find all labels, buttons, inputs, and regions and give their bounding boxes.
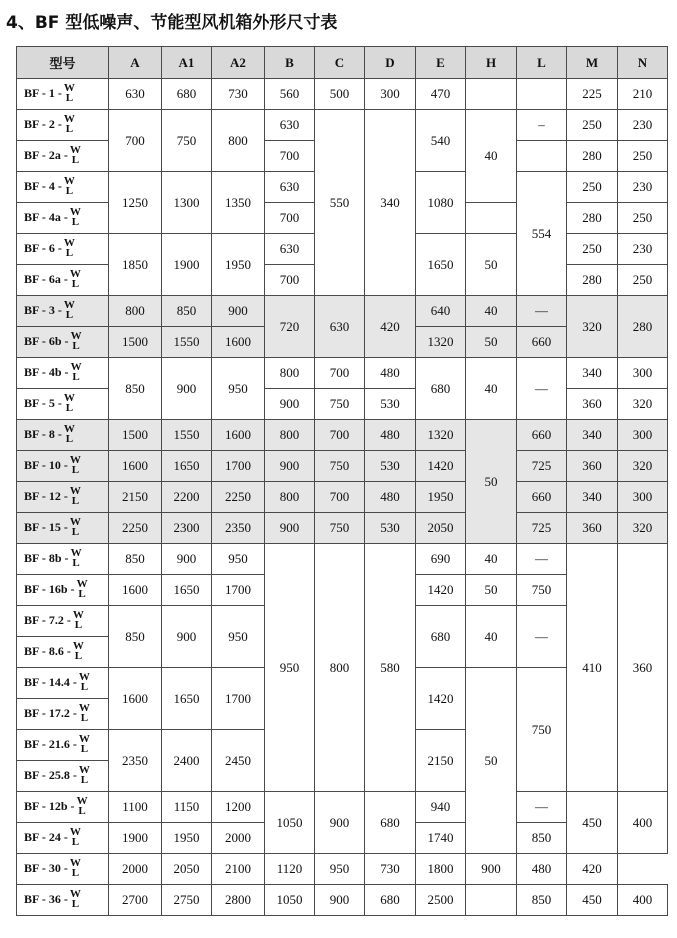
wl-mark: W L — [69, 268, 81, 290]
table-row — [17, 451, 668, 482]
page-title: 4、BF 型低噪声、节能型风机箱外形尺寸表 — [6, 13, 338, 33]
wl-mark: W L — [69, 485, 81, 507]
cell: 850 — [109, 358, 162, 420]
cell: 640 — [416, 296, 466, 327]
cell: 250 — [618, 141, 668, 172]
cell — [466, 203, 517, 234]
cell: 250 — [618, 203, 668, 234]
cell: 580 — [365, 544, 416, 792]
cell: 1550 — [162, 327, 212, 358]
cell: 2400 — [162, 730, 212, 792]
cell: — — [517, 606, 567, 668]
cell: 360 — [567, 389, 618, 420]
cell: 2350 — [212, 513, 265, 544]
cell: 250 — [567, 234, 618, 265]
cell: 360 — [567, 513, 618, 544]
model-cell: BF - 25.8 - W L — [17, 761, 109, 792]
wl-mark: W L — [76, 795, 88, 817]
table-row — [17, 296, 668, 327]
cell: 230 — [618, 110, 668, 141]
dimension-table — [16, 46, 668, 916]
cell: 1650 — [416, 234, 466, 296]
cell: 700 — [315, 358, 365, 389]
wl-mark: W L — [69, 206, 81, 228]
cell: 2250 — [212, 482, 265, 513]
header-cell: C — [315, 47, 365, 79]
cell: 900 — [212, 296, 265, 327]
cell: 900 — [162, 606, 212, 668]
cell: 800 — [265, 358, 315, 389]
cell: 1500 — [109, 420, 162, 451]
cell: 1320 — [416, 327, 466, 358]
cell: 700 — [265, 203, 315, 234]
cell: 250 — [618, 265, 668, 296]
model-cell: BF - 10 - W L — [17, 451, 109, 482]
cell: 560 — [265, 79, 315, 110]
cell: 2750 — [162, 885, 212, 916]
cell: 725 — [517, 451, 567, 482]
cell: 340 — [567, 482, 618, 513]
cell: 1950 — [416, 482, 466, 513]
cell: 360 — [567, 451, 618, 482]
cell: 1200 — [212, 792, 265, 823]
model-cell: BF - 7.2 - W L — [17, 606, 109, 637]
cell: 900 — [162, 358, 212, 420]
cell: — — [517, 792, 567, 823]
model-cell: BF - 36 - W L — [17, 885, 109, 916]
cell: 550 — [315, 110, 365, 296]
cell: 720 — [265, 296, 315, 358]
cell — [517, 79, 567, 110]
table-row — [17, 885, 668, 916]
model-cell: BF - 4 - W L — [17, 172, 109, 203]
cell: 2200 — [162, 482, 212, 513]
cell: 340 — [567, 420, 618, 451]
model-cell: BF - 4a - W L — [17, 203, 109, 234]
cell: 530 — [365, 389, 416, 420]
header-cell: M — [567, 47, 618, 79]
wl-mark: W L — [70, 547, 82, 569]
cell: 850 — [162, 296, 212, 327]
cell: 2000 — [212, 823, 265, 854]
wl-mark: W L — [69, 888, 81, 910]
wl-mark: W L — [63, 423, 75, 445]
cell: 630 — [315, 296, 365, 358]
cell: 1420 — [416, 451, 466, 482]
wl-mark: W L — [78, 702, 90, 724]
cell: 480 — [365, 482, 416, 513]
table-row — [17, 420, 668, 451]
cell: 850 — [517, 823, 567, 854]
cell: 340 — [365, 110, 416, 296]
cell: 2050 — [416, 513, 466, 544]
cell: 40 — [466, 606, 517, 668]
header-cell: N — [618, 47, 668, 79]
cell: 40 — [466, 358, 517, 420]
wl-mark: W L — [78, 671, 90, 693]
table-row — [17, 544, 668, 575]
model-cell: BF - 15 - W L — [17, 513, 109, 544]
cell — [517, 141, 567, 172]
model-cell: BF - 17.2 - W L — [17, 699, 109, 730]
cell: 480 — [365, 358, 416, 389]
model-cell: BF - 1 - W L — [17, 79, 109, 110]
cell: 1500 — [109, 327, 162, 358]
cell: 320 — [567, 296, 618, 358]
cell: 660 — [517, 482, 567, 513]
cell: 410 — [567, 544, 618, 792]
cell: 210 — [618, 79, 668, 110]
cell: 1050 — [265, 885, 315, 916]
cell: 2050 — [162, 854, 212, 885]
cell: 750 — [315, 513, 365, 544]
header-cell: A — [109, 47, 162, 79]
wl-mark: W L — [70, 330, 82, 352]
model-cell: BF - 5 - W L — [17, 389, 109, 420]
cell: 420 — [567, 854, 618, 885]
model-cell: BF - 6 - W L — [17, 234, 109, 265]
wl-mark: W L — [78, 733, 90, 755]
cell: 1850 — [109, 234, 162, 296]
table-row — [17, 854, 668, 885]
cell: 2800 — [212, 885, 265, 916]
cell: 300 — [365, 79, 416, 110]
wl-mark: W L — [69, 144, 81, 166]
cell: 2700 — [109, 885, 162, 916]
cell: 800 — [212, 110, 265, 172]
cell: 230 — [618, 234, 668, 265]
cell: 250 — [567, 172, 618, 203]
cell: 320 — [618, 451, 668, 482]
cell: 680 — [416, 606, 466, 668]
cell: — — [517, 358, 567, 420]
model-cell: BF - 8.6 - W L — [17, 637, 109, 668]
cell: 280 — [567, 203, 618, 234]
cell: 750 — [517, 575, 567, 606]
cell: 1900 — [162, 234, 212, 296]
cell: 700 — [315, 420, 365, 451]
wl-mark: W L — [69, 516, 81, 538]
cell: 530 — [365, 513, 416, 544]
cell: 1120 — [265, 854, 315, 885]
cell: 400 — [618, 792, 668, 854]
cell: 680 — [365, 885, 416, 916]
cell: 50 — [466, 668, 517, 854]
cell: 40 — [466, 544, 517, 575]
cell: 2450 — [212, 730, 265, 792]
wl-mark: W L — [70, 361, 82, 383]
header-cell: A2 — [212, 47, 265, 79]
cell: 530 — [365, 451, 416, 482]
cell: 750 — [517, 668, 567, 792]
table-row — [17, 482, 668, 513]
cell: 50 — [466, 420, 517, 544]
cell: 320 — [618, 389, 668, 420]
cell: 300 — [618, 482, 668, 513]
cell: 230 — [618, 172, 668, 203]
cell: 690 — [416, 544, 466, 575]
cell: 750 — [315, 389, 365, 420]
header-cell: D — [365, 47, 416, 79]
model-cell: BF - 21.6 - W L — [17, 730, 109, 761]
cell: 950 — [212, 358, 265, 420]
wl-mark: W L — [63, 299, 75, 321]
model-cell: BF - 3 - W L — [17, 296, 109, 327]
cell: 1700 — [212, 668, 265, 730]
cell: 1600 — [109, 451, 162, 482]
cell: 700 — [265, 141, 315, 172]
cell: 1420 — [416, 668, 466, 730]
wl-mark: W L — [69, 826, 81, 848]
cell: 1740 — [416, 823, 466, 854]
cell: 50 — [466, 327, 517, 358]
cell: 2150 — [109, 482, 162, 513]
cell: 1900 — [109, 823, 162, 854]
table-row — [17, 513, 668, 544]
cell: 750 — [315, 451, 365, 482]
cell: 1350 — [212, 172, 265, 234]
cell: 360 — [618, 544, 668, 792]
cell: 850 — [109, 544, 162, 575]
cell: 1320 — [416, 420, 466, 451]
cell: 750 — [162, 110, 212, 172]
model-cell: BF - 2 - W L — [17, 110, 109, 141]
cell: 40 — [466, 296, 517, 327]
cell: 1950 — [212, 234, 265, 296]
cell: 940 — [416, 792, 466, 823]
model-cell: BF - 16b - W L — [17, 575, 109, 606]
cell: 340 — [567, 358, 618, 389]
cell: 630 — [265, 110, 315, 141]
cell: 800 — [109, 296, 162, 327]
cell: 1550 — [162, 420, 212, 451]
cell: 950 — [315, 854, 365, 885]
cell: 2000 — [109, 854, 162, 885]
model-cell: BF - 30 - W L — [17, 854, 109, 885]
cell: 900 — [466, 854, 517, 885]
cell: 2150 — [416, 730, 466, 792]
cell: 800 — [265, 420, 315, 451]
cell: 470 — [416, 79, 466, 110]
cell: 800 — [265, 482, 315, 513]
cell: 680 — [365, 792, 416, 854]
cell: 730 — [212, 79, 265, 110]
cell: 660 — [517, 420, 567, 451]
wl-mark: W L — [72, 609, 84, 631]
cell: 900 — [265, 513, 315, 544]
cell: 1300 — [162, 172, 212, 234]
cell: 2100 — [212, 854, 265, 885]
cell: 1100 — [109, 792, 162, 823]
header-row — [17, 47, 668, 79]
header-cell: H — [466, 47, 517, 79]
cell: 730 — [365, 854, 416, 885]
cell: 1420 — [416, 575, 466, 606]
cell: 900 — [315, 885, 365, 916]
cell: 660 — [517, 327, 567, 358]
cell: 2250 — [109, 513, 162, 544]
cell: 850 — [517, 885, 567, 916]
header-cell: 型号 — [17, 47, 109, 79]
cell: 700 — [109, 110, 162, 172]
cell: 450 — [567, 792, 618, 854]
cell: 554 — [517, 172, 567, 296]
cell: 225 — [567, 79, 618, 110]
wl-mark: W L — [63, 82, 75, 104]
wl-mark: W L — [78, 764, 90, 786]
cell: 500 — [315, 79, 365, 110]
cell: 400 — [618, 885, 668, 916]
wl-mark: W L — [63, 392, 75, 414]
cell: 900 — [315, 792, 365, 854]
cell: 1600 — [109, 575, 162, 606]
cell: 950 — [212, 606, 265, 668]
cell: 50 — [466, 234, 517, 296]
header-cell: B — [265, 47, 315, 79]
cell: 1950 — [162, 823, 212, 854]
table-row — [17, 358, 668, 389]
cell: 725 — [517, 513, 567, 544]
cell: 300 — [618, 358, 668, 389]
table-row — [17, 110, 668, 141]
cell — [466, 79, 517, 110]
cell: 1600 — [109, 668, 162, 730]
cell: 630 — [265, 234, 315, 265]
cell: – — [517, 110, 567, 141]
cell: 480 — [365, 420, 416, 451]
cell: 320 — [618, 513, 668, 544]
cell: 900 — [265, 389, 315, 420]
cell: 1250 — [109, 172, 162, 234]
cell: 1650 — [162, 451, 212, 482]
cell: 900 — [162, 544, 212, 575]
cell: 680 — [162, 79, 212, 110]
model-cell: BF - 8 - W L — [17, 420, 109, 451]
model-cell: BF - 24 - W L — [17, 823, 109, 854]
cell: 950 — [265, 544, 315, 792]
wl-mark: W L — [69, 454, 81, 476]
cell: 540 — [416, 110, 466, 172]
wl-mark: W L — [76, 578, 88, 600]
wl-mark: W L — [63, 113, 75, 135]
cell: 1800 — [416, 854, 466, 885]
header-cell: L — [517, 47, 567, 79]
cell: 450 — [567, 885, 618, 916]
cell: 1700 — [212, 575, 265, 606]
cell: 300 — [618, 420, 668, 451]
cell: 700 — [315, 482, 365, 513]
cell: 1600 — [212, 420, 265, 451]
cell: 700 — [265, 265, 315, 296]
cell: 1050 — [265, 792, 315, 854]
cell: 630 — [265, 172, 315, 203]
cell: 2350 — [109, 730, 162, 792]
table-row — [17, 792, 668, 823]
cell: 280 — [567, 141, 618, 172]
cell — [466, 885, 517, 916]
cell: 50 — [466, 575, 517, 606]
cell: 900 — [265, 451, 315, 482]
cell: 420 — [365, 296, 416, 358]
cell: 480 — [517, 854, 567, 885]
cell: 850 — [109, 606, 162, 668]
cell: 280 — [567, 265, 618, 296]
model-cell: BF - 12b - W L — [17, 792, 109, 823]
cell: 250 — [567, 110, 618, 141]
model-cell: BF - 8b - W L — [17, 544, 109, 575]
cell: 1600 — [212, 327, 265, 358]
model-cell: BF - 12 - W L — [17, 482, 109, 513]
header-cell: E — [416, 47, 466, 79]
cell: 1150 — [162, 792, 212, 823]
wl-mark: W L — [63, 175, 75, 197]
wl-mark: W L — [72, 640, 84, 662]
cell: 1700 — [212, 451, 265, 482]
cell: 950 — [212, 544, 265, 575]
cell: 280 — [618, 296, 668, 358]
wl-mark: W L — [69, 857, 81, 879]
model-cell: BF - 4b - W L — [17, 358, 109, 389]
table-row — [17, 79, 668, 110]
cell: 2500 — [416, 885, 466, 916]
cell: 630 — [109, 79, 162, 110]
cell: 800 — [315, 544, 365, 792]
cell: 680 — [416, 358, 466, 420]
wl-mark: W L — [63, 237, 75, 259]
model-cell: BF - 14.4 - W L — [17, 668, 109, 699]
cell: — — [517, 296, 567, 327]
cell: 2300 — [162, 513, 212, 544]
model-cell: BF - 6a - W L — [17, 265, 109, 296]
model-cell: BF - 6b - W L — [17, 327, 109, 358]
cell: 1650 — [162, 575, 212, 606]
model-cell: BF - 2a - W L — [17, 141, 109, 172]
cell: 1080 — [416, 172, 466, 234]
cell: — — [517, 544, 567, 575]
cell: 40 — [466, 110, 517, 203]
cell: 1650 — [162, 668, 212, 730]
header-cell: A1 — [162, 47, 212, 79]
